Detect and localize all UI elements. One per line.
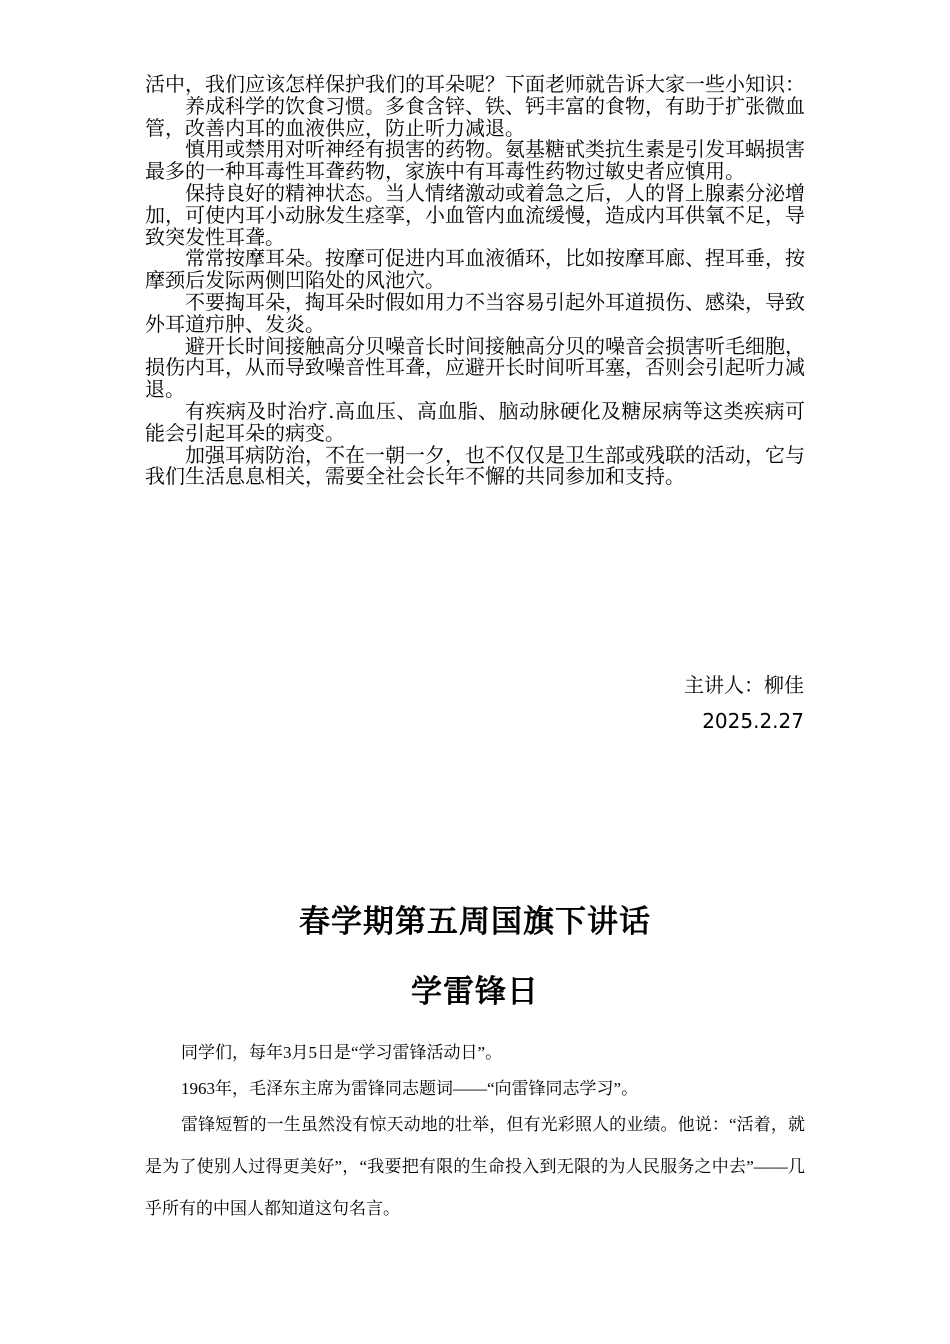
ear-care-talk — [145, 74, 805, 488]
paragraph-diet: 养成科学的饮食习惯。多食含锌、铁、钙丰富的食物，有助于扩张微血管，改善内耳的血液供应，防止听力减退。 — [145, 93, 805, 140]
speech-title: 春学期第五周国旗下讲话 — [299, 904, 651, 940]
speaker-name: 主讲人：柳佳 — [684, 673, 804, 697]
paragraph-disease: 有疾病及时治疗.高血压、高血脂、脑动脉硬化及糖尿病等这类疾病可能会引起耳朵的病变。 — [145, 398, 805, 445]
talk-date: 2025.2.27 — [702, 709, 804, 733]
paragraph-medication: 慎用或禁用对听神经有损害的药物。氨基糖甙类抗生素是引发耳蜗损害最多的一种耳毒性耳聋药物，家族中有耳毒性药物过敏史者应慎用。 — [145, 137, 805, 184]
paragraph-mood: 保持良好的精神状态。当人情绪激动或着急之后，人的肾上腺素分泌增加，可使内耳小动脉发生痉挛，小血管内血流缓慢，造成内耳供氧不足，导致突发性耳聋。 — [145, 180, 805, 249]
speech-subtitle: 学雷锋日 — [411, 974, 539, 1010]
speech-paragraph-greeting: 同学们，每年3月5日是“学习雷锋活动日”。 — [181, 1043, 503, 1062]
paragraph-noise: 避开长时间接触高分贝噪音长时间接触高分贝的噪音会损害听毛细胞，损伤内耳，从而导致噪音性耳聋，应避开长时间听耳塞，否则会引起听力减退。 — [145, 333, 805, 402]
paragraph-intro: 活中，我们应该怎样保护我们的耳朵呢？下面老师就告诉大家一些小知识： — [145, 72, 805, 96]
speech-paragraph-quote: 雷锋短暂的一生虽然没有惊天动地的壮举，但有光彩照人的业绩。他说：“活着，就是为了使别人过得更美好”，“我要把有限的生命投入到无限的为人民服务之中去”——几乎所有的中国人都知道这句名言。 — [145, 1115, 805, 1218]
paragraph-massage: 常常按摩耳朵。按摩可促进内耳血液循环，比如按摩耳廊、捏耳垂，按摩颈后发际两侧凹陷处的风池穴。 — [145, 246, 805, 293]
lei-feng-speech — [145, 1038, 805, 1236]
paragraph-no-picking: 不要掏耳朵，掏耳朵时假如用力不当容易引起外耳道损伤、感染，导致外耳道疖肿、发炎。 — [145, 289, 805, 336]
speech-paragraph-inscription: 1963年，毛泽东主席为雷锋同志题词——“向雷锋同志学习”。 — [181, 1079, 639, 1098]
paragraph-prevention: 加强耳病防治，不在一朝一夕，也不仅仅是卫生部或残联的活动，它与我们生活息息相关，需要全社会长年不懈的共同参加和支持。 — [145, 442, 805, 489]
